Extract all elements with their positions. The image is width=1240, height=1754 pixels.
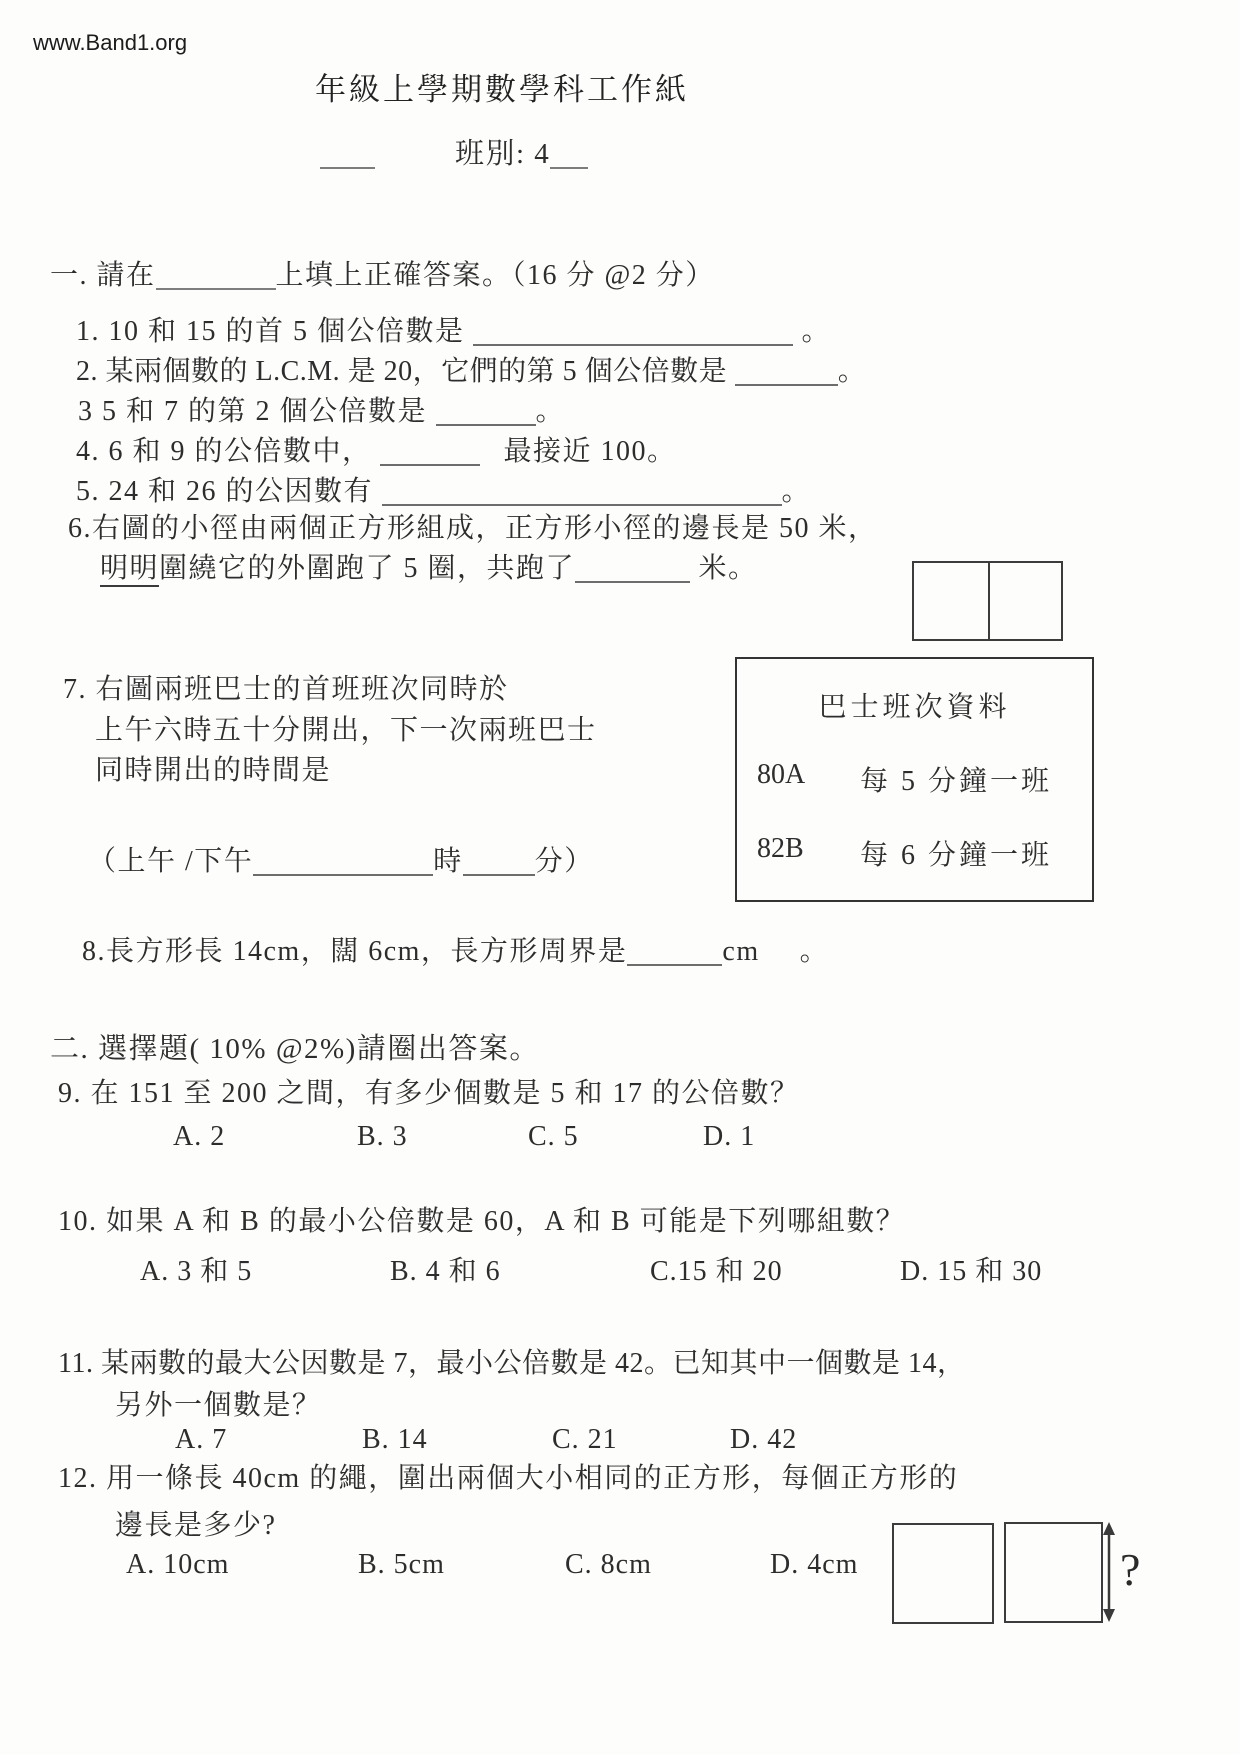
- question-6-suffix: 米。: [698, 553, 758, 584]
- question-6-text-2: 圍繞它的外圍跑了 5 圈，共跑了: [159, 553, 576, 584]
- page-title: 年級上學期數學科工作紙: [315, 72, 689, 107]
- two-square-path-figure: [912, 561, 1063, 641]
- question-7-answer-mid: 時: [433, 846, 463, 877]
- question-7-text-3: 同時開出的時間是: [95, 755, 332, 786]
- question-8-unit: cm: [722, 936, 760, 967]
- question-4: [76, 434, 677, 469]
- question-11-option-d: D. 42: [730, 1424, 798, 1455]
- name-blank: [320, 138, 375, 169]
- answer-blank-7-minute: [463, 846, 535, 876]
- answer-blank-8: [627, 936, 722, 966]
- question-2-text: 2. 某兩個數的 L.C.M. 是 20，它們的第 5 個公倍數是: [76, 356, 728, 387]
- answer-blank-3: [436, 396, 536, 426]
- bus-frequency-82b: 每 6 分鐘一班: [860, 840, 1053, 871]
- question-11-line1: 11. 某兩數的最大公因數是 7，最小公倍數是 42。已知其中一個數是 14，: [58, 1348, 966, 1379]
- answer-blank-4: [380, 436, 480, 466]
- answer-blank-6: [575, 553, 690, 583]
- question-12-option-c: C. 8cm: [565, 1549, 652, 1580]
- vertical-double-arrow-icon: [1100, 1522, 1118, 1622]
- question-12-option-a: A. 10cm: [126, 1549, 230, 1580]
- square-figure-right: [1004, 1522, 1103, 1623]
- question-5-text: 5. 24 和 26 的公因數有: [76, 476, 374, 507]
- question-9-option-a: A. 2: [173, 1121, 226, 1152]
- question-6-underlined-name: 明明: [100, 553, 159, 587]
- bus-route-80a: 80A: [757, 759, 806, 790]
- question-3-text: 3 5 和 7 的第 2 個公倍數是: [78, 396, 428, 427]
- question-7-line1: [63, 672, 509, 707]
- bus-route-82b: 82B: [757, 833, 804, 864]
- question-5: [76, 474, 811, 509]
- section-one-heading-pre: 一. 請在: [50, 260, 156, 291]
- question-1: [76, 314, 831, 349]
- question-9: 9. 在 151 至 200 之間，有多少個數是 5 和 17 的公倍數？: [58, 1078, 800, 1109]
- question-2-period: 。: [837, 356, 867, 387]
- question-7-text-2: 上午六時五十分開出，下一次兩班巴士: [95, 715, 597, 746]
- question-10-option-d: D. 15 和 30: [900, 1256, 1043, 1287]
- question-10-option-b: B. 4 和 6: [390, 1256, 501, 1287]
- question-6-line2: [100, 551, 758, 586]
- question-1-period: 。: [801, 316, 832, 347]
- question-10-option-a: A. 3 和 5: [140, 1256, 253, 1287]
- question-7-answer-pre: （上午 /下午: [88, 846, 254, 877]
- question-2: [76, 354, 866, 389]
- question-10: 10. 如果 A 和 B 的最小公倍數是 60，A 和 B 可能是下列哪組數？: [58, 1206, 906, 1237]
- class-blank: [550, 138, 588, 169]
- question-11-line2: 另外一個數是？: [115, 1390, 322, 1421]
- question-mark-label: ?: [1120, 1544, 1141, 1595]
- question-4-text: 4. 6 和 9 的公倍數中，: [76, 436, 372, 467]
- question-12-line1: 12. 用一條長 40cm 的繩，圍出兩個大小相同的正方形，每個正方形的: [58, 1463, 959, 1494]
- question-7-line3: [95, 753, 331, 788]
- section-one-heading-post: 上填上正確答案。（16 分 @2 分）: [275, 260, 715, 291]
- bus-schedule-title: 巴士班次資料: [818, 692, 1011, 723]
- question-6-line1: [68, 511, 878, 546]
- section-one-heading: [50, 258, 715, 293]
- question-3-period: 。: [535, 396, 566, 427]
- question-1-text: 1. 10 和 15 的首 5 個公倍數是: [76, 316, 465, 347]
- question-11-option-b: B. 14: [362, 1424, 428, 1455]
- question-12-option-d: D. 4cm: [770, 1549, 859, 1580]
- heading-blank: [156, 260, 276, 290]
- section-two-heading: 二. 選擇題( 10% @2%)請圈出答案。: [50, 1033, 540, 1065]
- answer-blank-2: [735, 356, 838, 386]
- question-10-option-c: C.15 和 20: [650, 1256, 783, 1287]
- question-6-text-1: 6.右圖的小徑由兩個正方形組成，正方形小徑的邊長是 50 米，: [68, 513, 878, 544]
- question-4-suffix: 最接近 100。: [503, 436, 677, 467]
- path-figure-divider: [988, 563, 990, 639]
- question-7-answer-post: 分）: [534, 846, 594, 877]
- question-8-text: 8.長方形長 14cm，闊 6cm，長方形周界是: [82, 936, 628, 967]
- question-7-line2: [95, 713, 597, 748]
- watermark: www.Band1.org: [33, 30, 188, 55]
- question-3: [78, 394, 565, 429]
- bus-schedule-box: [735, 657, 1094, 902]
- question-11-option-c: C. 21: [552, 1424, 618, 1455]
- square-figure-left: [892, 1523, 994, 1624]
- answer-blank-1: [473, 316, 793, 346]
- question-8: [82, 934, 829, 969]
- class-label: 班別: 4: [455, 138, 551, 170]
- question-9-option-d: D. 1: [703, 1121, 756, 1152]
- question-9-option-c: C. 5: [528, 1121, 579, 1152]
- answer-blank-5: [382, 476, 782, 506]
- question-8-period: 。: [799, 936, 830, 967]
- question-12-line2: 邊長是多少?: [115, 1510, 277, 1541]
- class-line: [320, 136, 588, 172]
- question-7-text-1: 7. 右圖兩班巴士的首班班次同時於: [63, 674, 509, 705]
- question-9-option-b: B. 3: [357, 1121, 408, 1152]
- question-7-answer-line: [88, 844, 594, 879]
- question-5-period: 。: [781, 476, 812, 507]
- question-11-option-a: A. 7: [175, 1424, 228, 1455]
- bus-frequency-80a: 每 5 分鐘一班: [860, 766, 1053, 797]
- answer-blank-7-hour: [253, 846, 433, 876]
- question-12-option-b: B. 5cm: [358, 1549, 445, 1580]
